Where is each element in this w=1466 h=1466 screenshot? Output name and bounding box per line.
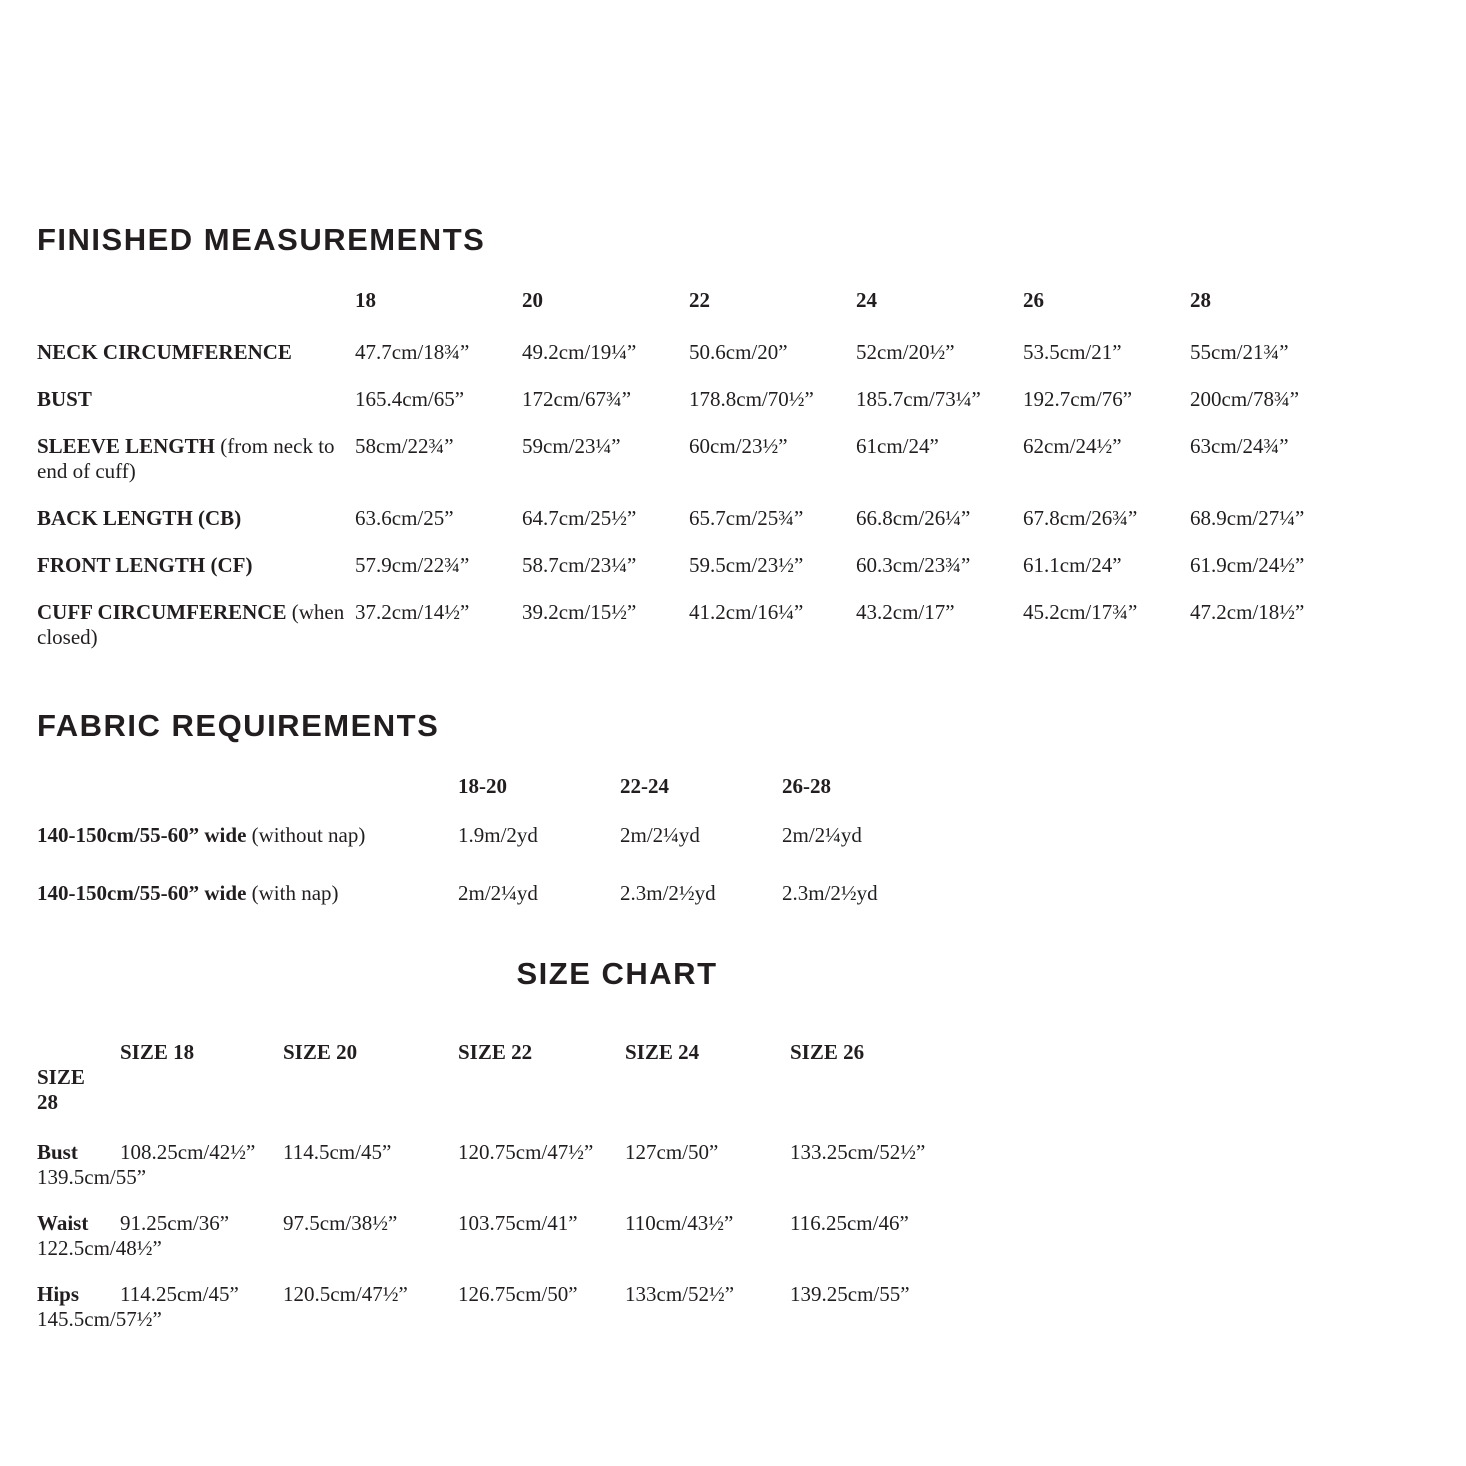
size-chart-value: 133cm/52½” [625, 1282, 735, 1306]
table-row-back-length [37, 506, 1436, 531]
measurement-value: 185.7cm/73¼” [856, 387, 981, 411]
measurement-value: 43.2cm/17” [856, 600, 955, 624]
measurement-value: 37.2cm/14½” [355, 600, 470, 624]
measurement-value: 172cm/67¾” [522, 387, 632, 411]
size-chart-value: 114.5cm/45” [283, 1140, 392, 1164]
size-range-header: 26-28 [782, 774, 831, 798]
fabric-requirements-title: FABRIC REQUIREMENTS [37, 708, 440, 743]
size-chart-value: 133.25cm/52½” [790, 1140, 926, 1164]
fabric-value: 1.9m/2yd [458, 823, 538, 847]
row-label: Waist [37, 1211, 89, 1235]
size-chart-value: 97.5cm/38½” [283, 1211, 398, 1235]
row-label-note: (when closed) [37, 600, 345, 649]
measurement-value: 41.2cm/16¼” [689, 600, 804, 624]
table-row-neck-circumference [37, 340, 1436, 365]
measurement-value: 178.8cm/70½” [689, 387, 814, 411]
measurement-value: 67.8cm/26¾” [1023, 506, 1138, 530]
measurement-value: 165.4cm/65” [355, 387, 465, 411]
size-chart-value: 110cm/43½” [625, 1211, 734, 1235]
table-row-bust [37, 1140, 1436, 1190]
table-row-bust [37, 387, 1436, 412]
measurement-value: 61.9cm/24½” [1190, 553, 1305, 577]
measurement-value: 49.2cm/19¼” [522, 340, 637, 364]
table-row-front-length [37, 553, 1436, 578]
size-range-header: 22-24 [620, 774, 669, 798]
measurement-value: 58cm/22¾” [355, 434, 454, 458]
size-range-header: 18-20 [458, 774, 507, 798]
measurement-value: 66.8cm/26¼” [856, 506, 971, 530]
fabric-value: 2.3m/2½yd [620, 881, 716, 905]
table-row-cuff-circumference [37, 600, 1436, 650]
size-header: 18 [355, 288, 376, 312]
fabric-value: 2.3m/2½yd [782, 881, 878, 905]
measurement-value: 60.3cm/23¾” [856, 553, 971, 577]
finished-measurements-title: FINISHED MEASUREMENTS [37, 222, 486, 257]
row-label-text: NECK CIRCUMFERENCE [37, 340, 292, 364]
row-label [37, 881, 458, 906]
measurement-value: 63cm/24¾” [1190, 434, 1289, 458]
measurement-value: 53.5cm/21” [1023, 340, 1122, 364]
row-label: Hips [37, 1282, 80, 1306]
size-chart-header-row [37, 1040, 1436, 1115]
size-header: 22 [689, 288, 710, 312]
measurement-value: 47.7cm/18¾” [355, 340, 470, 364]
size-column-header: SIZE 26 [790, 1040, 865, 1064]
row-label: Bust [37, 1140, 78, 1164]
row-label-text: SLEEVE LENGTH [37, 434, 215, 458]
table-row-fabric-without-nap [37, 823, 1436, 848]
measurement-value: 60cm/23½” [689, 434, 788, 458]
measurement-value: 64.7cm/25½” [522, 506, 637, 530]
measurement-value: 192.7cm/76” [1023, 387, 1133, 411]
size-chart-value: 114.25cm/45” [120, 1282, 239, 1306]
table-row-sleeve-length [37, 434, 1436, 484]
measurement-value: 57.9cm/22¾” [355, 553, 470, 577]
row-label [37, 600, 355, 650]
size-chart-value: 139.5cm/55” [37, 1165, 147, 1189]
size-column-header: SIZE 20 [283, 1040, 358, 1064]
row-label [37, 434, 355, 484]
row-label-note: (without nap) [251, 823, 366, 847]
size-header: 24 [856, 288, 877, 312]
finished-measurements-size-header-row [37, 288, 1436, 313]
size-chart-value: 108.25cm/42½” [120, 1140, 256, 1164]
row-label-note: (with nap) [251, 881, 339, 905]
measurement-value: 61cm/24” [856, 434, 939, 458]
size-chart-value: 139.25cm/55” [790, 1282, 910, 1306]
measurement-value: 55cm/21¾” [1190, 340, 1289, 364]
size-chart-section [37, 956, 1436, 1332]
table-row-fabric-with-nap [37, 881, 1436, 906]
fabric-value: 2m/2¼yd [458, 881, 538, 905]
size-chart-value: 116.25cm/46” [790, 1211, 909, 1235]
size-column-header: SIZE 28 [37, 1065, 85, 1114]
row-label [37, 823, 458, 848]
size-column-header: SIZE 18 [120, 1040, 195, 1064]
fabric-value: 2m/2¼yd [620, 823, 700, 847]
size-header: 26 [1023, 288, 1044, 312]
row-label-text: 140-150cm/55-60” wide [37, 823, 247, 847]
measurement-value: 62cm/24½” [1023, 434, 1122, 458]
size-column-header: SIZE 22 [458, 1040, 533, 1064]
row-label-text: BUST [37, 387, 92, 411]
size-column-header: SIZE 24 [625, 1040, 700, 1064]
size-chart-title: SIZE CHART [516, 956, 718, 991]
measurement-value: 59.5cm/23½” [689, 553, 804, 577]
fabric-value: 2m/2¼yd [782, 823, 862, 847]
measurement-value: 58.7cm/23¼” [522, 553, 637, 577]
measurement-value: 68.9cm/27¼” [1190, 506, 1305, 530]
measurement-value: 39.2cm/15½” [522, 600, 637, 624]
finished-measurements-section [37, 222, 1436, 650]
row-label-text: 140-150cm/55-60” wide [37, 881, 247, 905]
size-chart-value: 103.75cm/41” [458, 1211, 578, 1235]
measurement-value: 52cm/20½” [856, 340, 955, 364]
row-label-note: (from neck to end of cuff) [37, 434, 335, 483]
size-header: 20 [522, 288, 543, 312]
row-label [37, 340, 355, 365]
fabric-size-header-row [37, 774, 1436, 799]
size-chart-value: 122.5cm/48½” [37, 1236, 162, 1260]
size-chart-value: 91.25cm/36” [120, 1211, 230, 1235]
measurement-value: 45.2cm/17¾” [1023, 600, 1138, 624]
table-row-hips [37, 1282, 1436, 1332]
measurement-value: 200cm/78¾” [1190, 387, 1300, 411]
row-label-text: BACK LENGTH (CB) [37, 506, 242, 530]
fabric-requirements-section [37, 708, 1436, 906]
row-label [37, 387, 355, 412]
table-row-waist [37, 1211, 1436, 1261]
size-chart-value: 145.5cm/57½” [37, 1307, 162, 1331]
measurement-value: 59cm/23¼” [522, 434, 621, 458]
measurement-value: 61.1cm/24” [1023, 553, 1122, 577]
row-label-text: CUFF CIRCUMFERENCE [37, 600, 287, 624]
row-label [37, 506, 355, 531]
measurement-value: 47.2cm/18½” [1190, 600, 1305, 624]
measurement-value: 65.7cm/25¾” [689, 506, 804, 530]
row-label [37, 553, 355, 578]
row-label-text: FRONT LENGTH (CF) [37, 553, 253, 577]
measurement-value: 63.6cm/25” [355, 506, 454, 530]
size-chart-value: 126.75cm/50” [458, 1282, 578, 1306]
size-header: 28 [1190, 288, 1211, 312]
size-chart-value: 127cm/50” [625, 1140, 719, 1164]
size-chart-value: 120.75cm/47½” [458, 1140, 594, 1164]
measurement-value: 50.6cm/20” [689, 340, 788, 364]
size-chart-value: 120.5cm/47½” [283, 1282, 408, 1306]
